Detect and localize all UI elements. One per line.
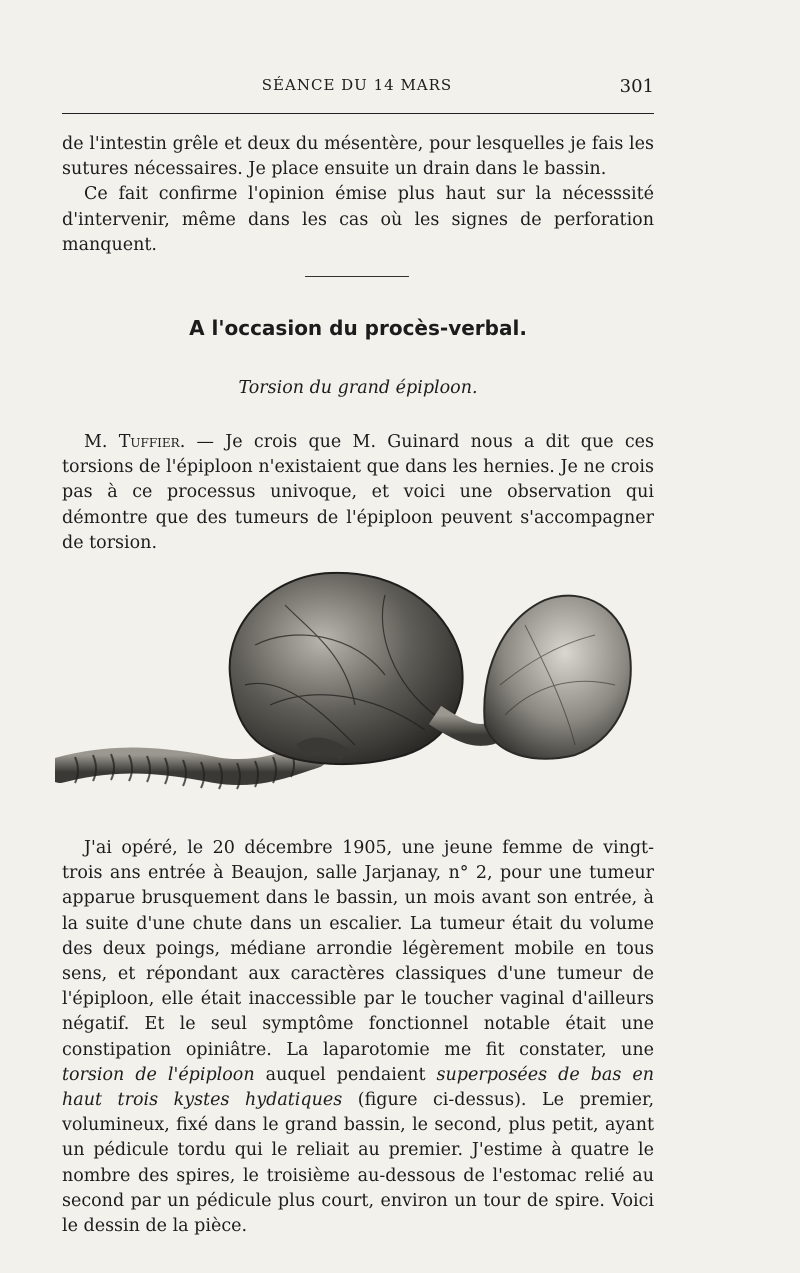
section-subheading: Torsion du grand épiploon.	[238, 378, 478, 398]
paragraph-case-report	[62, 836, 654, 1239]
paragraph-opening	[62, 132, 654, 258]
speaker-name: M. Tuffier.	[84, 432, 186, 452]
specimen-drawing	[55, 565, 645, 825]
case-text-b: auquel pendaient	[254, 1064, 437, 1085]
running-title: SÉANCE DU 14 MARS	[261, 76, 453, 94]
paragraph-tuffier-body: — Je crois que M. Guinard nous a dit que ces torsions de l'épiploon n'existaient que dans les hernies. Je ne crois pas à ce processus univoque, et voici une observation qui démontre que des tumeurs de l'épiploon peuvent s'accompagner de torsion.	[62, 432, 654, 553]
header-rule	[62, 113, 654, 114]
page-number: 301	[619, 76, 654, 97]
section-separator	[305, 276, 409, 277]
section-heading: A l'occasion du procès-verbal.	[189, 316, 527, 340]
case-text-c: (figure ci-dessus). Le premier, volumineux, fixé dans le grand bassin, le second, plus petit, ayant un pédicule tordu qui le reliait au premier. J'estime à quatre le nombre des spires, le troisième au-dessous de l'estomac relié au second par un pédicule plus court, environ un tour de spire. Voici le dessin de la pièce.	[62, 1090, 655, 1237]
case-text-emphasis-2: superposées de bas en haut trois kystes hydatiques	[62, 1064, 654, 1111]
specimen-illustration	[55, 565, 645, 825]
running-head	[60, 76, 654, 100]
paragraph-conclusion: Ce fait confirme l'opinion émise plus haut sur la nécesssité d'intervenir, même dans les cas où les signes de perforation manquent.	[62, 184, 654, 255]
paragraph-tuffier	[62, 430, 654, 556]
case-text-emphasis-1: torsion de l'épiploon	[62, 1064, 255, 1085]
paragraph-continued: de l'intestin grêle et deux du mésentère, pour lesquelles je fais les sutures nécessaires. Je place ensuite un drain dans le bassin.	[62, 134, 654, 180]
case-text-a: J'ai opéré, le 20 décembre 1905, une jeune femme de vingt-trois ans entrée à Beaujon, salle Jarjanay, n° 2, pour une tumeur apparue brusquement dans le bassin, un mois avant son entrée, à la suite d'une chute dans un escalier. La tumeur était du volume des deux poings, médiane arrondie légèrement mobile en tous sens, et répondant aux caractères classiques d'une tumeur de l'épiploon, elle était inaccessible par le toucher vaginal d'ailleurs négatif. Et le seul symptôme fonctionnel notable était une constipation opiniâtre. La laparotomie me fit constater, une	[62, 838, 654, 1060]
